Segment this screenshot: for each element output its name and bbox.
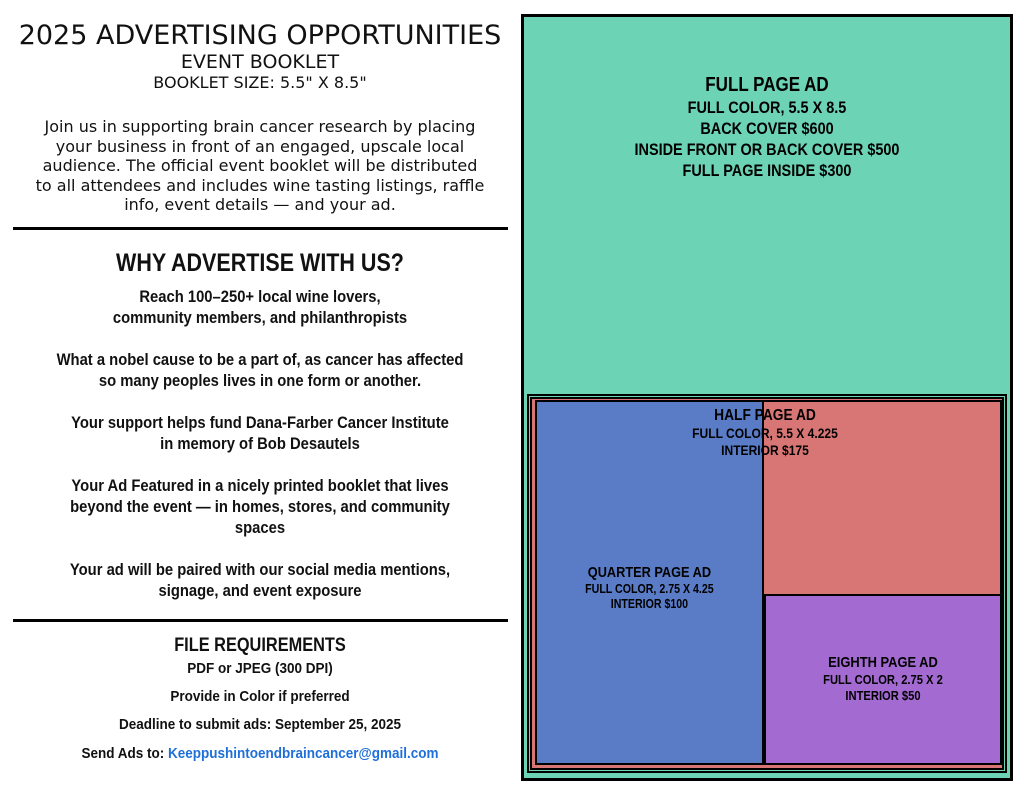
- why-point-line: Your support helps fund Dana-Farber Cancer Institute: [71, 413, 449, 432]
- half-page-ad-title: HALF PAGE AD: [714, 407, 816, 424]
- full-page-ad-label: [558, 73, 976, 181]
- divider: [13, 227, 508, 230]
- why-point-line: community members, and philanthropists: [112, 308, 408, 327]
- why-point: [34, 412, 486, 454]
- intro-line: your business in front of an engaged, upscale local: [55, 136, 465, 156]
- file-requirements-heading: FILE REQUIREMENTS: [174, 635, 346, 656]
- quarter-page-ad-line: FULL COLOR, 2.75 X 4.25: [585, 582, 714, 596]
- quarter-page-ad-line: INTERIOR $100: [610, 597, 689, 611]
- why-point-line: beyond the event — in homes, stores, and community: [70, 497, 450, 516]
- why-point: [34, 559, 486, 601]
- send-ads-line: [26, 745, 494, 763]
- full-page-ad-line: INSIDE FRONT OR BACK COVER $500: [634, 140, 900, 159]
- page-title: 2025 ADVERTISING OPPORTUNITIES: [18, 20, 502, 51]
- why-point-line: spaces: [234, 518, 286, 537]
- eighth-page-ad-line: FULL COLOR, 2.75 X 2: [823, 672, 943, 687]
- why-point: [34, 349, 486, 391]
- full-page-ad-title: FULL PAGE AD: [705, 74, 829, 96]
- deadline: Deadline to submit ads: September 25, 2025: [118, 716, 402, 733]
- eighth-page-ad-line: INTERIOR $50: [845, 688, 921, 703]
- divider: [13, 619, 508, 622]
- full-page-ad-line: BACK COVER $600: [700, 119, 834, 138]
- half-page-ad-line: INTERIOR $175: [721, 442, 809, 458]
- half-page-ad-line: FULL COLOR, 5.5 X 4.225: [692, 425, 838, 441]
- intro-line: audience. The official event booklet will be distributed: [42, 156, 478, 175]
- why-point: [34, 475, 486, 538]
- full-page-ad-line: FULL COLOR, 5.5 X 8.5: [687, 98, 847, 117]
- why-point-line: signage, and event exposure: [158, 581, 362, 600]
- why-point-line: Your ad will be paired with our social media mentions,: [69, 560, 451, 579]
- why-point-line: in memory of Bob Desautels: [160, 434, 360, 453]
- intro-paragraph: [10, 117, 510, 215]
- half-page-ad-label: [658, 406, 873, 459]
- why-point-line: Reach 100–250+ local wine lovers,: [139, 287, 381, 306]
- why-point-line: Your Ad Featured in a nicely printed booklet that lives: [71, 476, 449, 495]
- eighth-page-ad-title: EIGHTH PAGE AD: [828, 654, 938, 671]
- send-ads-label: Send Ads to:: [81, 745, 169, 762]
- why-points: [34, 286, 486, 622]
- intro-line: Join us in supporting brain cancer research by placing: [44, 117, 476, 136]
- eighth-page-ad-label: [781, 654, 986, 704]
- file-format: PDF or JPEG (300 DPI): [187, 660, 333, 677]
- full-page-ad-line: FULL PAGE INSIDE $300: [682, 161, 852, 180]
- why-point: [34, 286, 486, 328]
- quarter-page-ad-title: QUARTER PAGE AD: [587, 564, 712, 581]
- why-heading: WHY ADVERTISE WITH US?: [116, 249, 404, 277]
- why-point-line: so many peoples lives in one form or another.: [98, 371, 422, 390]
- booklet-size: BOOKLET SIZE: 5.5" X 8.5": [153, 73, 367, 92]
- page-subtitle: EVENT BOOKLET: [180, 51, 340, 73]
- color-note: Provide in Color if preferred: [170, 688, 350, 705]
- why-point-line: What a nobel cause to be a part of, as cancer has affected: [56, 350, 464, 369]
- intro-line: to all attendees and includes wine tasting listings, raffle: [35, 175, 485, 195]
- quarter-page-ad-label: [552, 564, 747, 612]
- intro-line: info, event details — and your ad.: [124, 195, 396, 214]
- email-link[interactable]: Keeppushintoendbraincancer@gmail.com: [168, 745, 439, 762]
